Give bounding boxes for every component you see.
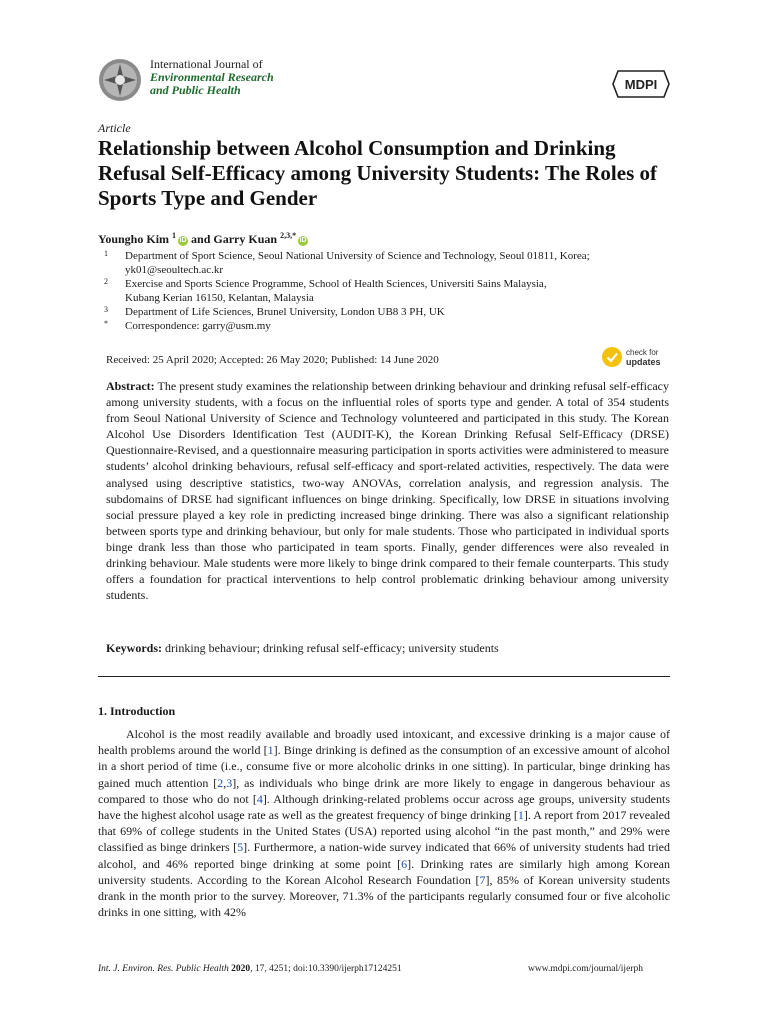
paper-title: Relationship between Alcohol Consumption and Drinking Refusal Self-Efficacy among University Students: The Roles of Sports Type and Gender [98, 136, 658, 210]
publication-dates: Received: 25 April 2020; Accepted: 26 May 2020; Published: 14 June 2020 [106, 354, 439, 366]
author-list [98, 231, 308, 247]
text-segment: ], 85% of Korean university students drank in the month prior to the survey. Moreover, 71.3% of the participants regularly consumed four or five alcoholic drinks in one sitting, with 42% [98, 872, 670, 920]
text-segment: ]. Binge drinking is defined as the consumption of an excessive amount of alcohol in a short period of time (i.e., consume five or more alcoholic drinks in one sitting). In particular, binge drinking has gained much attention [ [98, 743, 670, 790]
author-and: and [191, 232, 211, 246]
mdpi-logo-icon [612, 70, 670, 98]
abstract [106, 378, 669, 603]
citation-link[interactable]: 4 [256, 791, 263, 806]
author-1-affil: 1 [172, 231, 177, 240]
citation-link[interactable]: 7 [479, 872, 486, 887]
citation-link[interactable]: 1 [517, 808, 524, 823]
footer-journal-abbr: Int. J. Environ. Res. Public Health [98, 964, 229, 974]
keywords-label: Keywords: [106, 641, 162, 655]
orcid-icon[interactable]: iD [299, 237, 307, 244]
affiliation-number: 3 [104, 305, 108, 314]
citation-link[interactable]: 3 [226, 775, 233, 790]
keywords [106, 641, 669, 656]
mdpi-logo-text: MDPI [624, 77, 658, 92]
orcid-icon[interactable]: iD [179, 237, 187, 244]
affiliation-number: 2 [104, 277, 108, 286]
author-2[interactable]: Garry Kuan [213, 232, 278, 246]
check-updates-line2: updates [626, 357, 661, 367]
citation-link[interactable]: 1 [267, 743, 274, 758]
keywords-text: drinking behaviour; drinking refusal self-efficacy; university students [165, 641, 499, 655]
affiliation-line: Kubang Kerian 16150, Kelantan, Malaysia [125, 292, 314, 304]
text-segment: , [223, 775, 227, 790]
text-segment: ], as individuals who binge drink are more likely to engage in dangerous behaviour as compared to those who do not [ [98, 775, 670, 806]
introduction-body [98, 726, 670, 920]
journal-logo-icon [98, 58, 142, 102]
section-divider [98, 676, 670, 677]
text-segment: ]. Furthermore, a nation-wide survey indicated that 66% of university students had tried alcohol, and 46% reported binge drinking at some point [ [98, 840, 670, 871]
footer-year: 2020 [231, 964, 251, 974]
footer-doi[interactable]: 4251; doi:10.3390/ijerph17124251 [269, 964, 402, 974]
citation-link[interactable]: 6 [401, 856, 408, 871]
abstract-label: Abstract: [106, 379, 155, 393]
affiliation-email[interactable]: yk01@seoultech.ac.kr [125, 264, 224, 276]
affiliation-item [104, 277, 664, 305]
affiliation-item [104, 249, 664, 277]
affiliation-line: Department of Life Sciences, Brunel University, London UB8 3 PH, UK [125, 306, 445, 318]
section-heading: 1. Introduction [98, 704, 176, 718]
footer-citation [98, 964, 402, 974]
affiliation-number: * [104, 319, 108, 328]
text-segment: ]. Although drinking-related problems occur across age groups, university students have the highest alcohol usage rate as well as the greatest frequency of binge drinking [ [98, 791, 670, 823]
check-updates-icon [602, 347, 622, 367]
text-segment: Alcohol is the most readily available and broadly used intoxicant, and excessive drinking is a major cause of health problems around the world [ [98, 727, 670, 758]
affiliation-item [104, 305, 664, 319]
citation-link[interactable]: 5 [237, 840, 244, 855]
text-segment: ]. Drinking rates are similarly high among Korean university students. According to the Korean Alcohol Research Foundation [ [98, 856, 670, 887]
journal-name [150, 58, 274, 97]
author-2-affil: 2,3,* [280, 231, 297, 240]
affiliation-number: 1 [104, 249, 108, 258]
article-type: Article [98, 121, 131, 135]
correspondence-line[interactable]: Correspondence: garry@usm.my [125, 320, 271, 332]
check-updates-line1: check for [626, 348, 659, 357]
affiliation-line: Exercise and Sports Science Programme, School of Health Sciences, Universiti Sains Malaysia, [125, 278, 547, 290]
journal-name-line3: and Public Health [150, 83, 241, 97]
journal-name-line1: International Journal of [150, 57, 263, 71]
citation-link[interactable]: 2 [217, 775, 224, 790]
abstract-text: The present study examines the relationship between drinking behaviour and drinking refusal self-efficacy among university students, with a focus on the influential roles of sports type and gender. A total of 354 students from Seoul National University of Science and Technology volunteered and participated in this study. The Korean Alcohol Use Disorders Identification Test (AUDIT-K), the Korean Drinking Refusal Self-Efficacy (DRSE) Questionnaire-Revised, and a questionnaire measuring participation in sports activities were administered to measure students’ alcohol drinking behaviours, refusal self-efficacy and sport-related activities, respectively. The data were analysed using descriptive statistics, two-way ANOVAs, correlation analysis, and regression analysis. The subdomains of DRSE had significant influences on binge drinking. Specifically, low DRSE in situations involving social pressure played a key role in predicting increased binge drinking. There was also a significant relationship between sports type and drinking behaviour, but only for male students. Those who participated in individual sports binge drank less than those who participated in team sports. Finally, gender differences were also revealed in drinking behaviour. Male students were more likely to binge drink compared to their female counterparts. This study offers a foundation for practical interventions to help control problematic drinking behaviour among university students. [106, 379, 669, 603]
affiliations [104, 249, 664, 333]
affiliation-line: Department of Sport Science, Seoul National University of Science and Technology, Seoul 01811, Korea; [125, 250, 590, 262]
footer-journal-url[interactable]: www.mdpi.com/journal/ijerph [528, 964, 643, 974]
author-1[interactable]: Youngho Kim [98, 232, 170, 246]
footer-volume: , 17, [250, 964, 270, 974]
affiliation-item [104, 319, 664, 333]
introduction-paragraph [98, 726, 670, 920]
journal-name-line2: Environmental Research [150, 70, 274, 84]
check-for-updates-button[interactable] [601, 345, 673, 369]
text-segment: ]. A report from 2017 revealed that 69% of college students in the United States (USA) reported using alcohol “in the past month,” and 29% were classified as binge drinkers [ [98, 808, 671, 855]
